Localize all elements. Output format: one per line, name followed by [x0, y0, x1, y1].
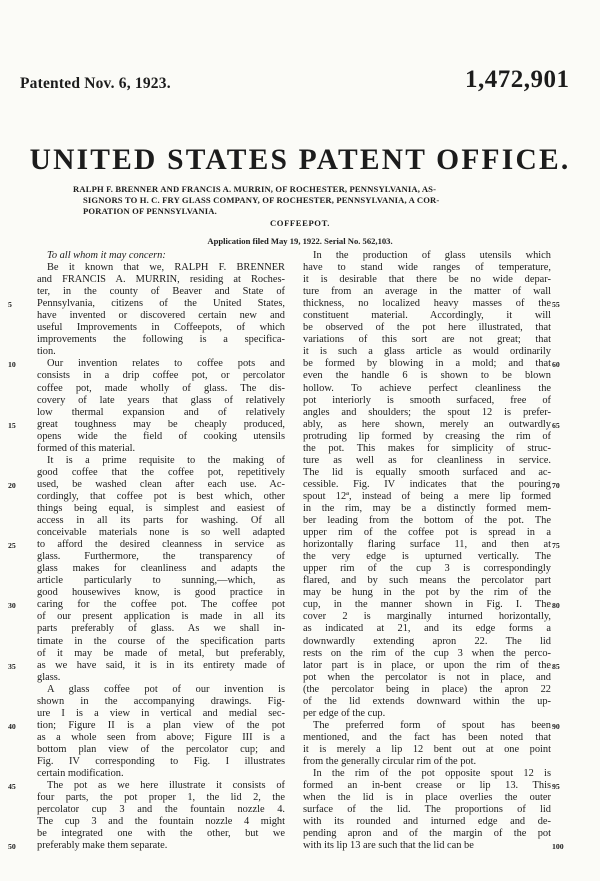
line-number: 95: [552, 782, 560, 792]
text-line: covery of late years that glass of relatively: [37, 394, 285, 406]
text-line: opens wide the field of cooking utensils: [37, 430, 285, 442]
text-line: be observed of the pot here illustrated, that: [303, 322, 551, 334]
text-line: tion.: [37, 346, 56, 358]
text-line: as a whole seen from above; Figure III is a: [37, 731, 285, 743]
text-line: with its lip 13 are such that the lid can be: [303, 840, 474, 852]
text-line: spout 12ª, instead of being a mere lip formed: [303, 490, 551, 502]
text-line: consists in a drip coffee pot, or percolator: [37, 370, 285, 382]
text-line: have to stand wide ranges of temperature,: [303, 262, 551, 274]
text-line: useful Improvements in Coffeepots, of which: [37, 322, 285, 334]
text-line: ure I is a view in vertical and medial sec-: [37, 707, 285, 719]
text-line: ture as well as for cleanliness in service.: [303, 454, 551, 466]
text-line: with its rounded and inturned edge and de-: [303, 816, 551, 828]
text-line: tion; Figure II is a plan view of the pot: [37, 719, 285, 731]
line-number: 20: [8, 480, 16, 490]
text-line: thickness, no localized heavy masses of the: [303, 298, 551, 310]
text-line: access in all its parts for washing. Of all: [37, 515, 285, 527]
text-line: Our invention relates to coffee pots and: [47, 358, 285, 370]
text-line: formed of this material.: [37, 442, 136, 454]
text-line: ably, as here shown, merely an outwardly: [303, 418, 551, 430]
line-number: 35: [8, 661, 16, 671]
line-number: 85: [552, 661, 560, 671]
text-line: Fig. IV corresponding to Fig. I illustrates: [37, 755, 285, 767]
patent-date: Patented Nov. 6, 1923.: [20, 75, 171, 92]
line-number: 40: [8, 721, 16, 731]
text-line: ture from an average in the matter of wall: [303, 286, 551, 298]
text-line: The cup 3 and the fountain nozzle 4 might: [37, 816, 285, 828]
text-line: rests on the rim of the cup 3 when the perco-: [303, 647, 551, 659]
line-number: 75: [552, 541, 560, 551]
text-line: surface of the lid. The proportions of lid: [303, 804, 551, 816]
text-line: In the rim of the pot opposite spout 12 is: [313, 768, 551, 780]
text-line: it is such a glass article as would ordinarily: [303, 346, 551, 358]
line-number: 80: [552, 601, 560, 611]
text-line: when the lid is in place overlies the outer: [303, 792, 551, 804]
text-line: protruding lip formed by creasing the rim of: [303, 430, 551, 442]
text-line: certain modification.: [37, 768, 124, 780]
text-line: glass makes for cleanliness and adapts the: [37, 563, 285, 575]
text-line: To all whom it may concern:: [47, 250, 166, 261]
text-line: constituent material. Accordingly, it will: [303, 310, 551, 322]
text-line: ter, in the county of Beaver and State of: [37, 286, 285, 298]
text-line: of it may be made of metal, but preferably,: [37, 647, 285, 659]
text-line: parts preferably of glass. As we shall in-: [37, 623, 285, 635]
inventors-line: PORATION OF PENNSYLVANIA.: [83, 205, 217, 216]
text-line: from the generally circular rim of the pot.: [303, 755, 477, 767]
text-line: as indicated at 21, and its edge forms a: [303, 623, 551, 635]
line-number: 55: [552, 300, 560, 310]
text-line: and FRANCIS A. MURRIN, residing at Roches-: [37, 274, 285, 286]
text-line: preferably make them separate.: [37, 840, 168, 852]
text-line: In the production of glass utensils which: [313, 250, 551, 261]
text-line: the pot. This makes for simplicity of struc-: [303, 442, 551, 454]
text-line: cover 2 is marginally inturned horizontally,: [303, 611, 551, 623]
subject-title: COFFEEPOT.: [269, 218, 331, 228]
text-line: mentioned, and the fact has been noted that: [303, 731, 551, 743]
patent-header: [0, 0, 600, 110]
text-line: great toughness may be cheaply produced,: [37, 418, 285, 430]
patent-number: 1,472,901: [465, 66, 570, 93]
text-line: used, be washed clean after each use. Ac-: [37, 478, 285, 490]
text-line: angles and shoulders; the spout 12 is prefer-: [303, 406, 551, 418]
line-number: 30: [8, 601, 16, 611]
text-line: bottom plan view of the percolator cup; and: [37, 743, 285, 755]
text-line: shown in the accompanying drawings. Fig-: [37, 695, 285, 707]
text-line: have invented or discovered certain new and: [37, 310, 285, 322]
inventors-block: [73, 184, 535, 216]
text-line: variations of this sort are not great; that: [303, 334, 551, 346]
text-line: of the lid extends downward within the up-: [303, 695, 551, 707]
text-line: may be hung in the pot by the rim of the: [303, 587, 551, 599]
line-number: 15: [8, 420, 16, 430]
line-number: 5: [8, 300, 12, 310]
line-number: 25: [8, 541, 16, 551]
text-line: horizontally flaring surface 11, and then at: [303, 539, 551, 551]
text-line: It is a prime requisite to the making of: [47, 454, 285, 466]
text-line: (the percolator being in place) the apron 22: [303, 683, 551, 695]
line-number: 70: [552, 480, 560, 490]
application-line: Application filed May 19, 1922. Serial No. 562,103.: [207, 236, 393, 246]
text-line: The pot as we here illustrate it consists of: [47, 780, 285, 792]
text-line: improvements the following is a specifica-: [37, 334, 285, 346]
text-line: Be it known that we, RALPH F. BRENNER: [47, 262, 285, 274]
text-line: cup, in the manner shown in Fig. I. The: [303, 599, 551, 611]
text-line: per edge of the cup.: [303, 707, 386, 719]
text-line: pending apron and of the margin of the pot: [303, 828, 551, 840]
text-line: as we have said, it is in its entirety made of: [37, 659, 285, 671]
text-line: Pennsylvania, citizens of the United States,: [37, 298, 285, 310]
line-number: 65: [552, 420, 560, 430]
inventors-line: SIGNORS TO H. C. FRY GLASS COMPANY, OF ROCHESTER, PENNSYLVANIA, A COR-: [83, 194, 440, 205]
line-number: 50: [8, 842, 16, 852]
text-line: glass.: [37, 671, 61, 683]
text-line: pot when the percolator is not in place, and: [303, 671, 551, 683]
text-line: of our present application is made in all its: [37, 611, 285, 623]
line-number: 60: [552, 360, 560, 370]
text-line: things being equal, is simplest and easiest of: [37, 502, 285, 514]
text-line: glass. Furthermore, the transparency of: [37, 551, 285, 563]
text-line: the very edge is upturned vertically. The: [303, 551, 551, 563]
text-line: conceivable materials none is so well adapted: [37, 527, 285, 539]
text-line: it is merely a lip 12 bent out at one point: [303, 743, 551, 755]
text-line: A glass coffee pot of our invention is: [47, 683, 285, 695]
text-line: be integrated one with the other, but we: [37, 828, 285, 840]
text-line: The lid is equally smooth surfaced and ac-: [303, 466, 551, 478]
text-line: flared, and by such means the percolator part: [303, 575, 551, 587]
text-line: four parts, the pot proper 1, the lid 2, the: [37, 792, 285, 804]
text-line: caring for the coffee pot. The coffee pot: [37, 599, 285, 611]
text-line: hollow. To achieve perfect cleanliness the: [303, 382, 551, 394]
text-line: timate in the course of the specification parts: [37, 635, 285, 647]
inventors-line: RALPH F. BRENNER AND FRANCIS A. MURRIN, OF ROCHESTER, PENNSYLVANIA, AS-: [73, 184, 437, 194]
right-text-column: [303, 250, 551, 852]
text-line: it is desirable that there be no wide depar-: [303, 274, 551, 286]
text-line: pot interiorly is smooth surfaced, free of: [303, 394, 551, 406]
text-line: even the handle 6 is shown to be blown: [303, 370, 551, 382]
text-line: to afford the desired cleanness in service as: [37, 539, 285, 551]
text-line: low thermal expansion and of relatively: [37, 406, 285, 418]
text-line: cessible. Fig. IV indicates that the pouring: [303, 478, 551, 490]
line-number: 45: [8, 782, 16, 792]
text-line: The preferred form of spout has been: [313, 719, 551, 731]
text-line: upper rim of the coffee pot is spread in a: [303, 527, 551, 539]
text-line: ber leading from the bottom of the pot. The: [303, 515, 551, 527]
text-line: lator part is in place, or upon the rim of the: [303, 659, 551, 671]
text-line: formed an in-bent crease or lip 13. This: [303, 780, 551, 792]
text-line: coffee pot, made wholly of glass. The dis-: [37, 382, 285, 394]
text-line: good coffee that the coffee pot, repetitively: [37, 466, 285, 478]
text-line: in the rim, may be a distinctly formed mem-: [303, 502, 551, 514]
office-title: UNITED STATES PATENT OFFICE.: [29, 144, 571, 176]
text-line: percolator cup 3 and the fountain nozzle 4.: [37, 804, 285, 816]
line-number: 90: [552, 721, 560, 731]
text-line: article particularly to sunning,—which, as: [37, 575, 285, 587]
text-line: be formed by blowing in a mold; and that: [303, 358, 551, 370]
left-text-column: [37, 250, 285, 852]
text-line: cordingly, that coffee pot is best which, other: [37, 490, 285, 502]
text-line: downwardly extending apron 22. The lid: [303, 635, 551, 647]
text-line: upper rim of the cup 3 is correspondingly: [303, 563, 551, 575]
line-number: 100: [552, 842, 564, 852]
text-line: good housewives know, is good practice in: [37, 587, 285, 599]
line-number: 10: [8, 360, 16, 370]
